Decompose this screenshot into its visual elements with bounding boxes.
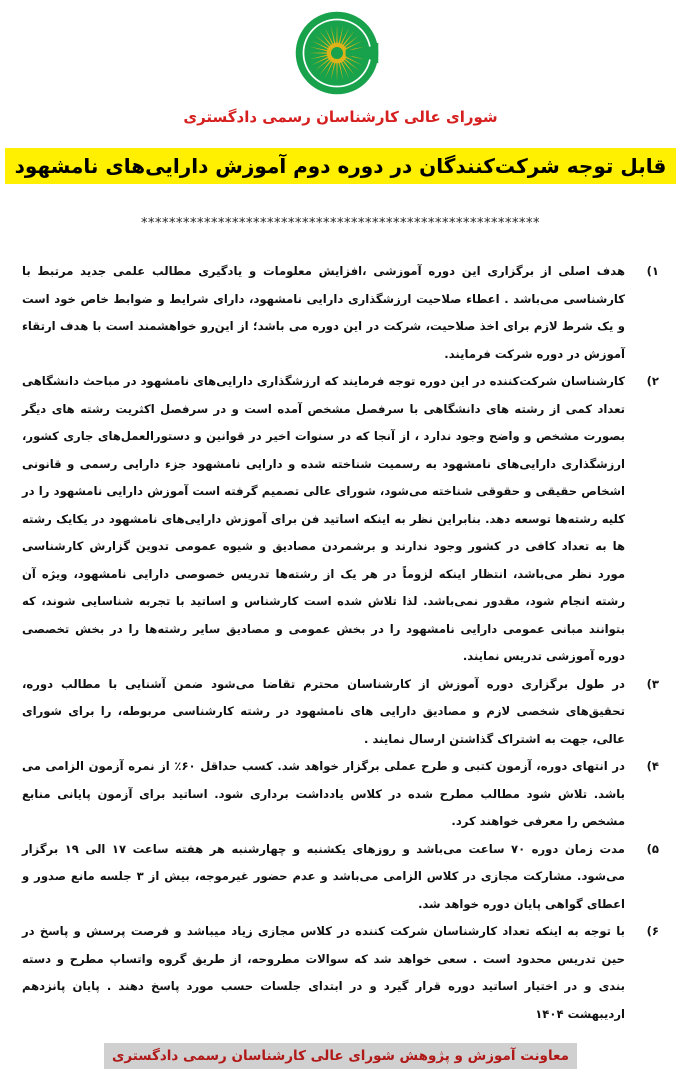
list-item xyxy=(22,258,659,368)
item-number: ۴) xyxy=(646,759,659,773)
item-number: ۵) xyxy=(646,841,659,856)
item-text: کارشناسان شرکت‌کننده در این دوره توجه فرمایند که ارزشگذاری دارایی‌های نامشهود در مباحث دانشگاهی تعداد کمی از رشته های دانشگاهی با سرفصل مشخص آمده است و در سرفصل اکثریت رشته های دیگر بصورت مشخص و واضح وجود ندارد ، از آنجا که در سنوات اخیر در قوانین و دستورالعمل‌های جاری کشور، ارزشگذاری دارایی‌های نامشهود به رسمیت شناخته شده و دارایی نامشهود جزء دارایی رسمی و قانونی اشخاص حقیقی و حقوقی شناخته می‌شود، شورای عالی تصمیم گرفته است آموزش دارایی نامشهود را در کلیه رشته‌ها توسعه دهد. بنابراین نظر به اینکه اساتید فن برای آموزش دارایی‌های نامشهود در یکایک رشته ها به تعداد کافی در کشور وجود ندارند و برشمردن مصادیق و شیوه عمومی تدوین گزارش کارشناسی مورد نظر می‌باشد، انتظار اینکه لزوماً در هر یک از رشته‌ها تدریس خصوصی دارایی نامشهود، ویژه آن رشته انجام شود، مقدور نمی‌باشد. لذا تلاش شده است کارشناس و اساتید با تجربه شناسایی شوند، که بتوانند مبانی عمومی دارایی نامشهود را در بخش عمومی و مصادیق سایر رشته‌ها را در بخش تخصصی دوره آموزشی تدریس نمایند. xyxy=(22,374,625,663)
item-number: ۱) xyxy=(646,264,659,278)
list-item xyxy=(22,368,659,671)
item-number: ۲) xyxy=(646,374,659,388)
list-item xyxy=(22,671,659,754)
item-text: با توجه به اینکه تعداد کارشناسان شرکت کننده در کلاس مجازی زیاد میباشد و فرصت پرسش و پاسخ در حین تدریس محدود است . سعی خواهد شد که سوالات مطروحه، از طریق گروه واتساپ مطرح و دسته بندی و در اختیار اساتید دوره قرار گیرد و در ابتدای جلسات حسب مورد پاسخ دهند . پایان پانزدهم اردیبهشت ۱۴۰۴ xyxy=(22,924,625,1021)
list-item xyxy=(22,836,659,919)
item-text: در انتهای دوره، آزمون کتبی و طرح عملی برگزار خواهد شد. کسب حداقل ۶۰٪ از نمره آزمون الزامی می باشد. تلاش شود مطالب مطرح شده در کلاس یادداشت برداری شود. اساتید برای آزمون پایانی منابع مشخص را معرفی خواهند کرد. xyxy=(22,759,625,828)
page-title: قابل توجه شرکت‌کنندگان در دوره دوم آموزش دارایی‌های نامشهود xyxy=(5,148,677,184)
item-text: هدف اصلی از برگزاری این دوره آموزشی ،افزایش معلومات و یادگیری مطالب علمی جدید مرتبط با کارشناسی می‌باشد . اعطاء صلاحیت ارزشگذاری دارایی نامشهود، دارای شرایط و ضوابط خاص خود است و یک شرط لازم برای اخذ صلاحیت، شرکت در این دوره می باشد؛ از این‌رو خواهشمند است با هدف ارتقاء آموزش در دوره شرکت فرمایند. xyxy=(22,264,625,361)
item-number: ۳) xyxy=(646,676,659,691)
item-text: مدت زمان دوره ۷۰ ساعت می‌باشد و روزهای یکشنبه و چهارشنبه هر هفته ساعت ۱۷ الی ۱۹ برگزار می‌شود. مشارکت مجازی در کلاس الزامی می‌باشد و عدم حضور غیرموجه، بیش از ۳ جلسه مانع صدور و اعطای گواهی پایان دوره خواهد شد. xyxy=(22,841,625,911)
item-number: ۶) xyxy=(646,924,659,938)
organization-logo xyxy=(294,10,380,96)
organization-name: شورای عالی کارشناسان رسمی دادگستری xyxy=(183,108,498,126)
list-item xyxy=(22,753,659,836)
item-text: در طول برگزاری دوره آموزش از کارشناسان محترم تقاضا می‌شود ضمن آشنایی با مطالب دوره، تحقیق‌های شخصی لازم و مصادیق دارایی های نامشهود در رشته کارشناسی مربوطه، را برای شورای عالی، جهت به اشتراک گذاشتن ارسال نمایند . xyxy=(22,676,625,746)
list-item xyxy=(22,918,659,1028)
footer-signature: معاونت آموزش و پژوهش شورای عالی کارشناسان رسمی دادگستری xyxy=(104,1043,577,1069)
notice-list xyxy=(22,258,659,1028)
separator: ********************************************************* xyxy=(141,216,540,231)
